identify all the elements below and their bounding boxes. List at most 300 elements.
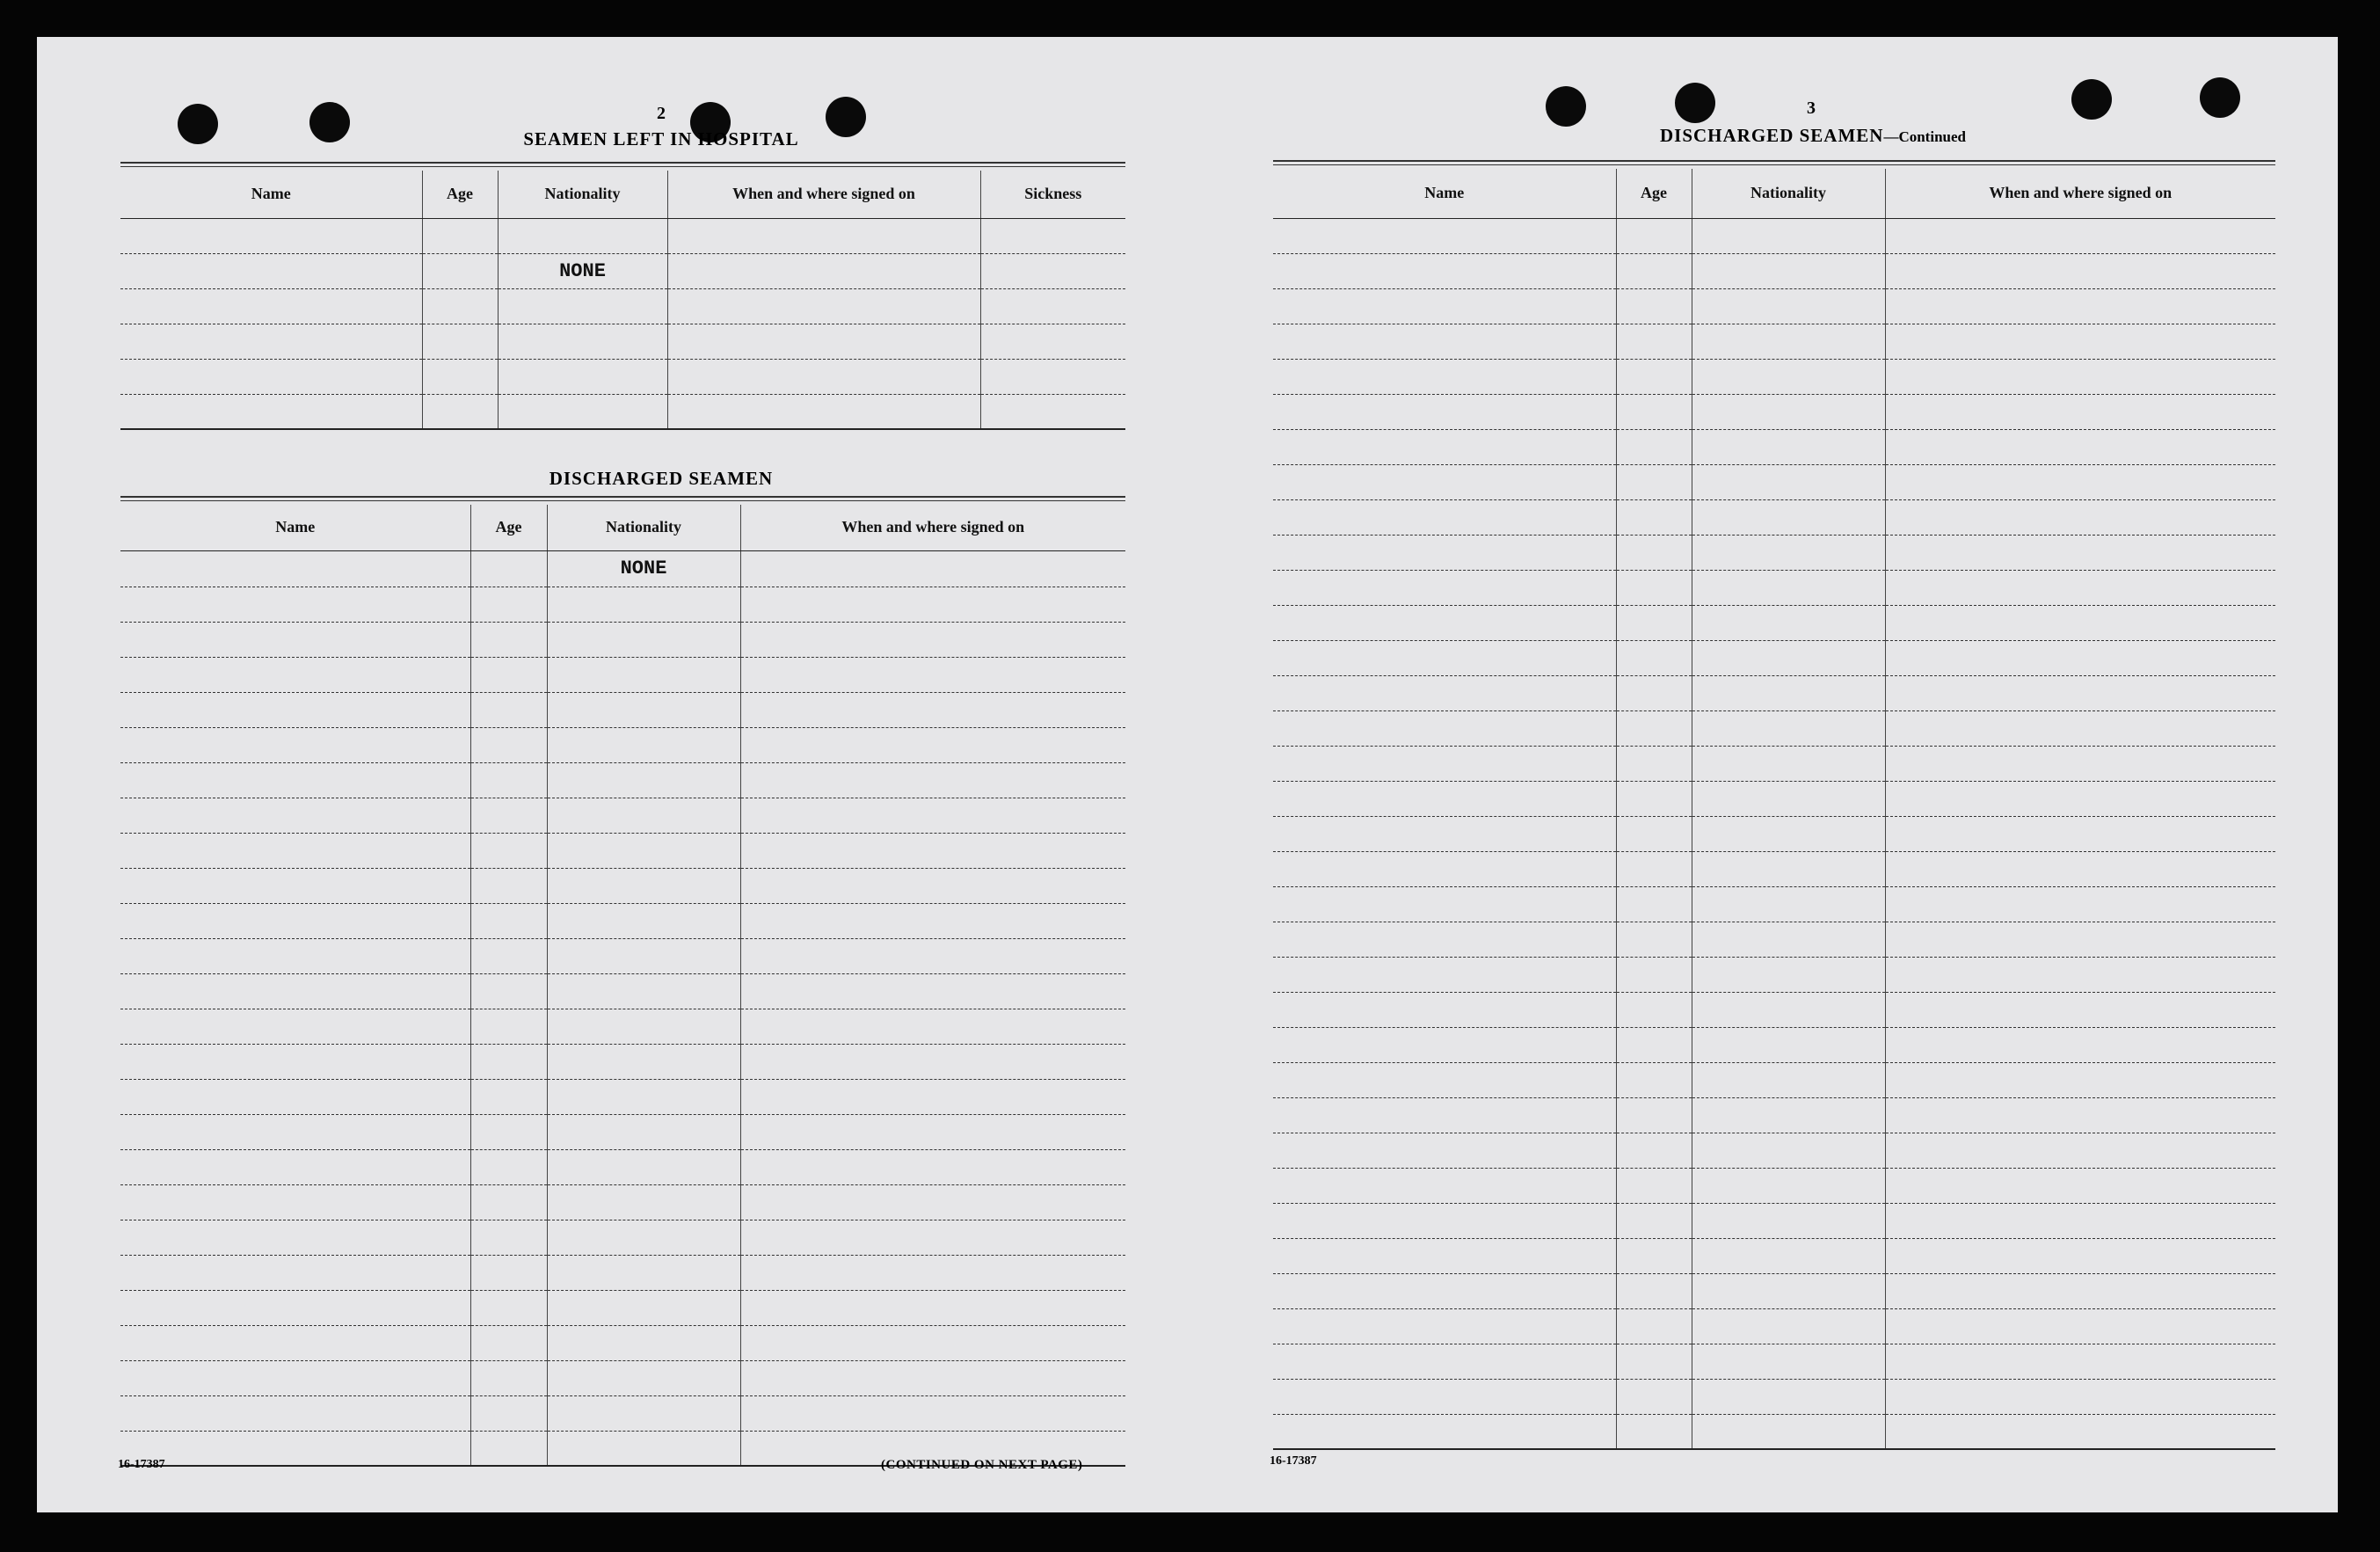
col-header-nationality: Nationality <box>1692 169 1885 218</box>
table-row <box>1273 570 2275 605</box>
table-cell <box>1692 464 1885 499</box>
table-cell <box>740 1395 1125 1431</box>
table-cell <box>1885 1344 2275 1379</box>
table-cell <box>547 1290 740 1325</box>
table-cell <box>1692 218 1885 253</box>
table-cell <box>547 762 740 798</box>
table-cell <box>120 973 470 1009</box>
table-cell <box>1616 218 1692 253</box>
table-row <box>120 868 1125 903</box>
table-cell <box>120 1079 470 1114</box>
table-cell <box>740 1114 1125 1149</box>
table-cell <box>547 1395 740 1431</box>
table-cell <box>547 973 740 1009</box>
table-cell <box>1616 710 1692 746</box>
hospital-section-title: SEAMEN LEFT IN HOSPITAL <box>523 128 799 149</box>
page-number-left: 2 <box>657 104 666 123</box>
table-cell <box>1273 1344 1616 1379</box>
table-row <box>120 903 1125 938</box>
table-cell <box>1692 253 1885 288</box>
table-row <box>1273 746 2275 781</box>
table-cell <box>1885 429 2275 464</box>
table-cell <box>547 868 740 903</box>
table-row <box>1273 499 2275 535</box>
table-cell <box>1273 1133 1616 1168</box>
table-row <box>1273 957 2275 992</box>
table-cell <box>1273 429 1616 464</box>
table-cell <box>1273 1168 1616 1203</box>
table-cell <box>1616 1168 1692 1203</box>
table-cell <box>1616 1133 1692 1168</box>
table-cell <box>1273 675 1616 710</box>
table-cell <box>740 587 1125 622</box>
table-cell <box>120 1220 470 1255</box>
table-cell <box>1273 1273 1616 1308</box>
table-cell <box>1616 570 1692 605</box>
table-row <box>120 1255 1125 1290</box>
table-row <box>120 1360 1125 1395</box>
table-cell <box>740 1149 1125 1184</box>
table-cell <box>740 798 1125 833</box>
table-row <box>1273 1414 2275 1449</box>
table-cell <box>547 1360 740 1395</box>
table-cell <box>1692 1027 1885 1062</box>
table-cell <box>1616 851 1692 886</box>
table-row <box>1273 359 2275 394</box>
table-cell <box>1692 886 1885 922</box>
table-cell <box>1885 1027 2275 1062</box>
discharged-table-right <box>1273 169 2275 1450</box>
table-cell <box>1616 992 1692 1027</box>
table-cell <box>1692 781 1885 816</box>
table-row <box>120 692 1125 727</box>
table-cell <box>1616 359 1692 394</box>
table-cell <box>1273 1414 1616 1449</box>
col-header-name: Name <box>120 171 422 218</box>
table-row <box>120 550 1125 587</box>
table-row <box>120 288 1125 324</box>
table-cell <box>1885 464 2275 499</box>
table-cell <box>1885 535 2275 570</box>
table-cell <box>470 1114 547 1149</box>
table-cell <box>740 1360 1125 1395</box>
table-cell <box>1692 605 1885 640</box>
col-header-nationality: Nationality <box>547 505 740 550</box>
table-cell <box>120 587 470 622</box>
discharged-entry: NONE <box>547 550 740 587</box>
table-cell <box>547 1079 740 1114</box>
table-cell <box>120 1431 470 1466</box>
table-cell <box>470 1079 547 1114</box>
table-cell <box>1885 605 2275 640</box>
table-cell <box>470 1360 547 1395</box>
table-cell <box>120 1184 470 1220</box>
table-cell <box>1885 570 2275 605</box>
table-cell <box>1692 499 1885 535</box>
table-cell <box>1692 992 1885 1027</box>
hospital-table <box>120 171 1125 430</box>
punch-hole <box>1675 83 1715 123</box>
table-cell <box>470 587 547 622</box>
table-cell <box>1885 1379 2275 1414</box>
table-cell <box>470 903 547 938</box>
table-cell <box>1885 992 2275 1027</box>
table-cell <box>1885 886 2275 922</box>
table-cell <box>1616 1414 1692 1449</box>
table-cell <box>1273 1203 1616 1238</box>
table-cell <box>470 1255 547 1290</box>
table-cell <box>120 868 470 903</box>
table-cell <box>547 1114 740 1149</box>
table-cell <box>470 1149 547 1184</box>
table-cell <box>1273 499 1616 535</box>
table-row <box>120 1149 1125 1184</box>
col-header-age: Age <box>422 171 498 218</box>
table-cell <box>1692 429 1885 464</box>
table-cell <box>470 1220 547 1255</box>
table-row <box>1273 394 2275 429</box>
punch-hole <box>1546 86 1586 127</box>
table-cell <box>1692 1344 1885 1379</box>
table-row <box>1273 1097 2275 1133</box>
table-cell <box>470 692 547 727</box>
table-cell <box>470 727 547 762</box>
table-cell <box>1616 1203 1692 1238</box>
table-cell <box>1885 394 2275 429</box>
table-cell <box>1273 992 1616 1027</box>
table-cell <box>1616 640 1692 675</box>
col-header-age: Age <box>470 505 547 550</box>
table-cell <box>1692 1414 1885 1449</box>
table-cell <box>1273 1308 1616 1344</box>
table-cell <box>1885 324 2275 359</box>
table-cell <box>1616 605 1692 640</box>
table-cell <box>547 1184 740 1220</box>
col-header-signed-on: When and where signed on <box>1885 169 2275 218</box>
table-cell <box>1273 781 1616 816</box>
table-row <box>120 1044 1125 1079</box>
table-row <box>1273 886 2275 922</box>
table-row <box>120 1220 1125 1255</box>
table-cell <box>1273 324 1616 359</box>
table-row <box>120 324 1125 359</box>
punch-hole <box>178 104 218 144</box>
table-cell <box>470 1009 547 1044</box>
table-cell <box>120 1114 470 1149</box>
table-cell <box>120 938 470 973</box>
table-cell <box>1616 1062 1692 1097</box>
table-cell <box>120 1149 470 1184</box>
col-header-sickness: Sickness <box>980 171 1125 218</box>
table-row <box>120 798 1125 833</box>
table-cell <box>740 1009 1125 1044</box>
table-cell <box>547 833 740 868</box>
table-cell <box>1885 1168 2275 1203</box>
table-cell <box>120 1395 470 1431</box>
table-cell <box>1273 359 1616 394</box>
form-number-left: 16-17387 <box>118 1458 165 1471</box>
table-cell <box>1273 640 1616 675</box>
table-cell <box>1273 816 1616 851</box>
table-cell <box>120 692 470 727</box>
table-row <box>1273 710 2275 746</box>
table-cell <box>470 868 547 903</box>
table-row <box>1273 1238 2275 1273</box>
table-cell <box>547 1431 740 1466</box>
table-cell <box>1692 640 1885 675</box>
table-row <box>1273 640 2275 675</box>
table-cell <box>1273 605 1616 640</box>
col-header-signed-on: When and where signed on <box>740 505 1125 550</box>
table-row <box>1273 1062 2275 1097</box>
table-row <box>120 727 1125 762</box>
table-row <box>120 587 1125 622</box>
table-row <box>120 1079 1125 1114</box>
table-row <box>1273 1379 2275 1414</box>
table-cell <box>547 1220 740 1255</box>
table-cell <box>470 657 547 692</box>
table-cell <box>1616 1344 1692 1379</box>
table-row <box>1273 922 2275 957</box>
table-cell <box>1273 1379 1616 1414</box>
discharged-table-left <box>120 505 1125 1467</box>
table-row <box>1273 1273 2275 1308</box>
col-header-age: Age <box>1616 169 1692 218</box>
table-cell <box>740 833 1125 868</box>
table-cell <box>1273 851 1616 886</box>
table-cell <box>1616 746 1692 781</box>
discharged-continued-title-text: DISCHARGED SEAMEN <box>1660 125 1884 146</box>
table-row <box>120 657 1125 692</box>
table-cell <box>120 727 470 762</box>
table-row <box>1273 605 2275 640</box>
table-cell <box>1885 1133 2275 1168</box>
table-cell <box>547 587 740 622</box>
table-cell <box>1616 464 1692 499</box>
table-cell <box>1692 675 1885 710</box>
table-cell <box>120 622 470 657</box>
table-row <box>120 622 1125 657</box>
table-row <box>120 359 1125 394</box>
table-row <box>1273 675 2275 710</box>
table-cell <box>1692 359 1885 394</box>
table-cell <box>547 1009 740 1044</box>
table-cell <box>1885 253 2275 288</box>
table-row <box>1273 992 2275 1027</box>
table-row <box>1273 1168 2275 1203</box>
table-cell <box>740 657 1125 692</box>
table-cell <box>740 903 1125 938</box>
table-cell <box>1885 922 2275 957</box>
table-cell <box>740 1184 1125 1220</box>
table-cell <box>1885 1414 2275 1449</box>
table-cell <box>1273 288 1616 324</box>
table-cell <box>547 938 740 973</box>
table-cell <box>1273 1027 1616 1062</box>
table-cell <box>1273 886 1616 922</box>
table-row <box>1273 1027 2275 1062</box>
table-cell <box>1885 957 2275 992</box>
table-cell <box>1273 1097 1616 1133</box>
table-cell <box>470 762 547 798</box>
table-cell <box>470 1290 547 1325</box>
punch-hole <box>2071 79 2112 120</box>
table-row <box>120 1325 1125 1360</box>
table-cell <box>740 868 1125 903</box>
table-row <box>1273 816 2275 851</box>
table-cell <box>1273 464 1616 499</box>
table-cell <box>740 1325 1125 1360</box>
table-cell <box>120 798 470 833</box>
table-cell <box>740 762 1125 798</box>
table-cell <box>1885 816 2275 851</box>
page-number-right: 3 <box>1807 98 1816 118</box>
table-cell <box>1692 1308 1885 1344</box>
table-cell <box>1273 710 1616 746</box>
table-cell <box>547 692 740 727</box>
table-cell <box>1885 710 2275 746</box>
table-cell <box>547 1149 740 1184</box>
table-cell <box>1692 1273 1885 1308</box>
table-cell <box>1273 1062 1616 1097</box>
table-cell <box>470 833 547 868</box>
table-cell <box>1273 253 1616 288</box>
table-cell <box>547 903 740 938</box>
table-cell <box>1616 288 1692 324</box>
table-row <box>120 762 1125 798</box>
table-cell <box>740 1255 1125 1290</box>
table-cell <box>1273 535 1616 570</box>
table-cell <box>1616 1238 1692 1273</box>
table-cell <box>1616 957 1692 992</box>
table-row <box>120 973 1125 1009</box>
table-cell <box>1692 1097 1885 1133</box>
table-row <box>120 1114 1125 1149</box>
table-row <box>1273 218 2275 253</box>
table-cell <box>470 798 547 833</box>
table-cell <box>470 1044 547 1079</box>
table-cell <box>1885 851 2275 886</box>
table-cell <box>1885 640 2275 675</box>
discharged-continued-title <box>1567 125 2059 147</box>
col-header-nationality: Nationality <box>498 171 667 218</box>
table-row <box>1273 851 2275 886</box>
hospital-header-rule <box>120 162 1125 167</box>
table-cell <box>1885 781 2275 816</box>
table-cell <box>120 1044 470 1079</box>
table-cell <box>1692 1062 1885 1097</box>
table-cell <box>1273 922 1616 957</box>
table-cell <box>1885 359 2275 394</box>
table-cell <box>1616 499 1692 535</box>
table-cell <box>1885 1097 2275 1133</box>
col-header-name: Name <box>1273 169 1616 218</box>
table-cell <box>1616 922 1692 957</box>
table-cell <box>1692 535 1885 570</box>
table-cell <box>1616 429 1692 464</box>
table-cell <box>120 1325 470 1360</box>
table-cell <box>740 622 1125 657</box>
table-cell <box>740 727 1125 762</box>
table-cell <box>1885 288 2275 324</box>
table-cell <box>470 1184 547 1220</box>
table-cell <box>1616 886 1692 922</box>
table-cell <box>1616 324 1692 359</box>
table-cell <box>547 657 740 692</box>
table-cell <box>470 1395 547 1431</box>
table-cell <box>1692 1379 1885 1414</box>
table-cell <box>547 1325 740 1360</box>
table-cell <box>1616 394 1692 429</box>
table-cell <box>1616 535 1692 570</box>
table-cell <box>1616 1097 1692 1133</box>
table-row <box>120 1009 1125 1044</box>
col-header-signed-on: When and where signed on <box>667 171 980 218</box>
punch-hole <box>2200 77 2240 118</box>
table-cell <box>1692 1168 1885 1203</box>
table-cell <box>470 973 547 1009</box>
table-row <box>120 1290 1125 1325</box>
table-row <box>120 394 1125 429</box>
table-cell <box>470 938 547 973</box>
table-row <box>120 938 1125 973</box>
continued-note: (CONTINUED ON NEXT PAGE) <box>881 1458 1083 1472</box>
table-cell <box>1692 1238 1885 1273</box>
table-cell <box>547 1255 740 1290</box>
table-row <box>1273 253 2275 288</box>
table-cell <box>1616 781 1692 816</box>
table-row <box>1273 1308 2275 1344</box>
table-cell <box>1273 570 1616 605</box>
table-cell <box>120 1009 470 1044</box>
table-cell <box>1885 1273 2275 1308</box>
table-cell <box>1616 1027 1692 1062</box>
table-cell <box>1616 675 1692 710</box>
table-cell <box>120 1290 470 1325</box>
table-cell <box>1885 499 2275 535</box>
table-cell <box>1616 1273 1692 1308</box>
table-cell <box>1616 1308 1692 1344</box>
continued-suffix: —Continued <box>1883 128 1966 145</box>
table-cell <box>1885 1308 2275 1344</box>
table-cell <box>1692 957 1885 992</box>
table-cell <box>740 692 1125 727</box>
table-cell <box>1692 851 1885 886</box>
table-row <box>120 833 1125 868</box>
table-row <box>1273 781 2275 816</box>
table-row <box>1273 1344 2275 1379</box>
table-row <box>1273 464 2275 499</box>
table-row <box>120 1395 1125 1431</box>
hospital-entry: NONE <box>498 253 667 288</box>
table-cell <box>1273 1238 1616 1273</box>
table-row <box>1273 288 2275 324</box>
table-cell <box>120 903 470 938</box>
table-cell <box>740 1290 1125 1325</box>
table-cell <box>1273 957 1616 992</box>
table-cell <box>1692 570 1885 605</box>
table-row <box>120 253 1125 288</box>
table-row <box>1273 535 2275 570</box>
form-sheet <box>37 37 2338 1512</box>
table-cell <box>1885 675 2275 710</box>
table-cell <box>1692 816 1885 851</box>
table-cell <box>547 1044 740 1079</box>
table-cell <box>1692 288 1885 324</box>
table-cell <box>1273 218 1616 253</box>
table-cell <box>740 1044 1125 1079</box>
table-cell <box>740 1079 1125 1114</box>
